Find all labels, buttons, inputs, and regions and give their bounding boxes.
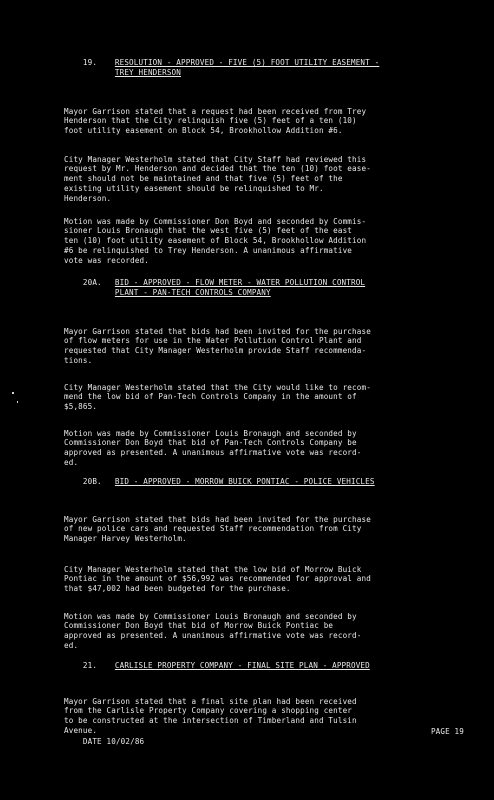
section-heading-20a [64,268,365,307]
section-title: BID - APPROVED - FLOW METER - WATER POLLUTION CONTROL PLANT - PAN-TECH CONTROLS COMPANY [114,277,366,297]
paragraph: Motion was made by Commissioner Louis Bronaugh and seconded by Commissioner Don Boyd that bid of Morrow Buick Pontiac be approved as presented. A unanimous affirmative vote was record- ed. [64,611,362,650]
page-footer [64,727,464,766]
section-heading-19 [64,48,379,87]
scan-speck [12,392,14,394]
paragraph: Mayor Garrison stated that bids had been invited for the purchase of new police cars and requested Staff recommendation from City Manager Harvey Westerholm. [64,514,371,544]
section-number: 21. [82,660,98,670]
section-heading-21 [64,651,370,680]
paragraph: City Manager Westerholm stated that the City would like to recom- mend the low bid of Pan-Tech Controls Company in the amount of $5,865. [64,382,371,412]
footer-date: DATE 10/02/86 [82,736,145,746]
scan-speck [17,401,18,403]
paragraph: Motion was made by Commissioner Louis Bronaugh and seconded by Commissioner Don Boyd that bid of Pan-Tech Controls Company be approved as presented. A unanimous affirmative vote was record- ed. [64,428,362,467]
section-number: 20B. [82,476,102,486]
section-title: RESOLUTION - APPROVED - FIVE (5) FOOT UTILITY EASEMENT - TREY HENDERSON [114,57,380,77]
paragraph: Mayor Garrison stated that a final site plan had been received from the Carlisle Property Company covering a shopping center to be constructed at the intersection of Timberland and Tulsin Avenue. [64,696,357,735]
section-number: 19. [82,57,98,67]
paragraph: City Manager Westerholm stated that City Staff had reviewed this request by Mr. Henderson and decided that the ten (10) foot ease- ment should not be maintained and that five (5) feet of the existing utility easement should be relinquished to Mr. Henderson. [64,154,371,203]
page-number: PAGE 19 [430,727,464,736]
paragraph: Mayor Garrison stated that a request had been received from Trey Henderson that the City relinquish five (5) feet of a ten (10) foot utility easement on Block 54, Brookhollow Addition #6. [64,106,367,136]
paragraph: City Manager Westerholm stated that the low bid of Morrow Buick Pontiac in the amount of $56,992 was recommended for approval and that $47,002 had been budgeted for the purchase. [64,564,371,594]
section-heading-20b [64,467,375,496]
section-title: CARLISLE PROPERTY COMPANY - FINAL SITE PLAN - APPROVED [114,660,370,670]
paragraph: Mayor Garrison stated that bids had been invited for the purchase of flow meters for use in the Water Pollution Control Plant and requested that City Manager Westerholm provide Staff recommenda- tions. [64,326,371,365]
paragraph: Motion was made by Commissioner Don Boyd and seconded by Commis- sioner Louis Bronaugh that the west five (5) feet of the east ten (10) foot utility easement of Block 54, Brookhollow Addition #6 be relinquished to Trey Henderson. A unanimous affirmative vote was recorded. [64,216,367,265]
section-number: 20A. [82,277,102,287]
section-title: BID - APPROVED - MORROW BUICK PONTIAC - POLICE VEHICLES [114,476,375,486]
